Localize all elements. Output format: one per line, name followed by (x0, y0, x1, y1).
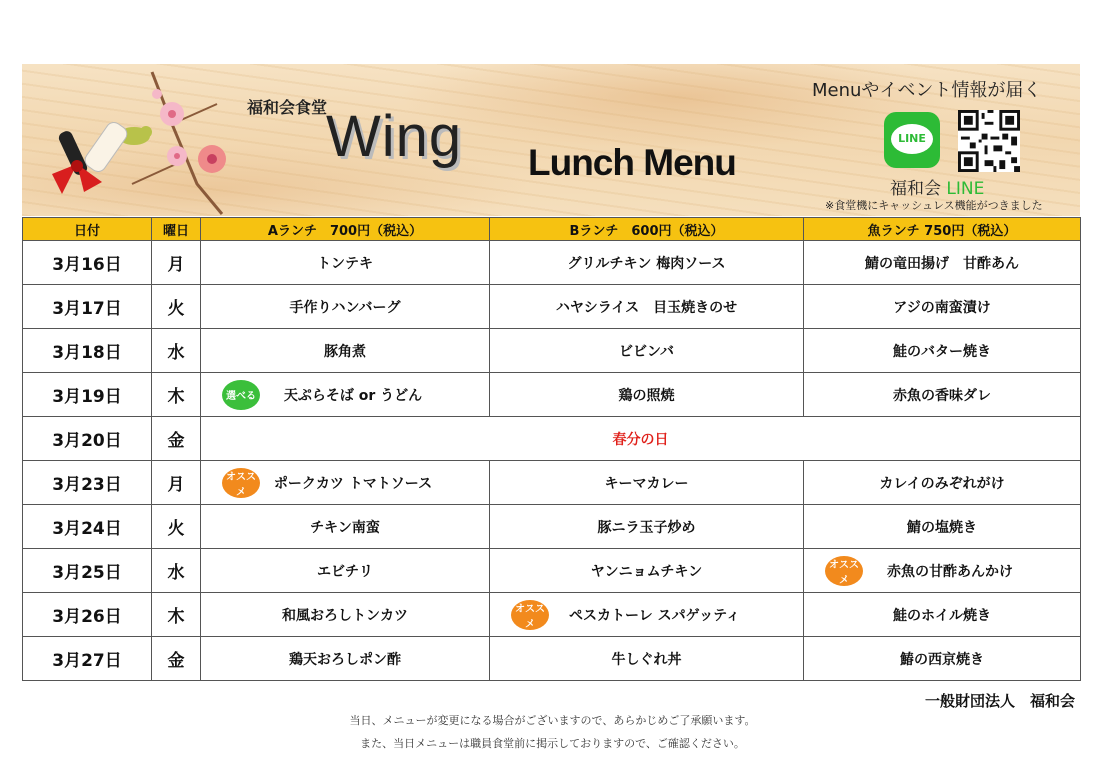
fish-lunch-cell: カレイのみぞれがけ (804, 461, 1081, 505)
fish-lunch-cell: 鮭のホイル焼き (804, 593, 1081, 637)
day-cell: 月 (152, 241, 201, 285)
table-row (23, 549, 1081, 593)
day-cell: 月 (152, 461, 201, 505)
date-cell: 3月23日 (23, 461, 152, 505)
line-app-icon[interactable] (884, 112, 940, 168)
qr-code-icon[interactable] (958, 110, 1020, 172)
header-date: 日付 (23, 218, 152, 241)
day-cell: 木 (152, 593, 201, 637)
table-row (23, 505, 1081, 549)
a-lunch-cell: チキン南蛮 (201, 505, 490, 549)
fish-lunch-cell: 鯖の塩焼き (804, 505, 1081, 549)
b-lunch-cell (490, 593, 804, 637)
day-cell: 火 (152, 505, 201, 549)
date-cell: 3月27日 (23, 637, 152, 681)
cashless-note: ※食堂機にキャッシュレス機能がつきました (825, 199, 1043, 212)
table-row (23, 285, 1081, 329)
b-lunch-cell: ビビンバ (490, 329, 804, 373)
choose-badge-icon: 選べる (222, 380, 260, 410)
day-cell: 水 (152, 329, 201, 373)
header-banner (22, 64, 1080, 216)
a-lunch-text: ポークカツ トマトソース (273, 475, 433, 492)
table-row (23, 329, 1081, 373)
a-lunch-cell: 鶏天おろしポン酢 (201, 637, 490, 681)
a-lunch-cell: トンテキ (201, 241, 490, 285)
date-cell: 3月17日 (23, 285, 152, 329)
table-row (23, 593, 1081, 637)
a-lunch-cell (201, 373, 490, 417)
fish-lunch-text: 赤魚の甘酢あんかけ (887, 563, 1013, 580)
b-lunch-cell: グリルチキン 梅肉ソース (490, 241, 804, 285)
table-row (23, 417, 1081, 461)
brand-title: Wing (326, 104, 463, 169)
diploma-scroll-icon (52, 119, 130, 194)
page-title: Lunch Menu (528, 142, 736, 183)
b-lunch-cell: ハヤシライス 目玉焼きのせ (490, 285, 804, 329)
table-row (23, 373, 1081, 417)
cafeteria-name: 福和会食堂 (247, 98, 328, 117)
footer-note-change: 当日、メニューが変更になる場合がございますので、あらかじめご了承願います。 (349, 714, 756, 727)
day-cell: 木 (152, 373, 201, 417)
date-cell: 3月18日 (23, 329, 152, 373)
plum-blossom-illustration (22, 64, 252, 216)
fish-lunch-cell: 鮭のバター焼き (804, 329, 1081, 373)
day-cell: 金 (152, 417, 201, 461)
holiday-cell: 春分の日 (201, 417, 1081, 461)
b-lunch-cell: 鶏の照焼 (490, 373, 804, 417)
line-account-label (890, 174, 984, 199)
line-app-icon-label: LINE (891, 124, 933, 154)
b-lunch-cell: キーマカレー (490, 461, 804, 505)
table-row (23, 241, 1081, 285)
a-lunch-cell: 手作りハンバーグ (201, 285, 490, 329)
date-cell: 3月19日 (23, 373, 152, 417)
fish-lunch-cell: 赤魚の香味ダレ (804, 373, 1081, 417)
a-lunch-cell (201, 461, 490, 505)
date-cell: 3月25日 (23, 549, 152, 593)
day-cell: 火 (152, 285, 201, 329)
recommend-badge-icon: オススメ (511, 600, 549, 630)
footer-note-posted: また、当日メニューは職員食堂前に掲示しておりますので、ご確認ください。 (360, 737, 745, 750)
day-cell: 水 (152, 549, 201, 593)
date-cell: 3月20日 (23, 417, 152, 461)
b-lunch-cell: ヤンニョムチキン (490, 549, 804, 593)
table-row (23, 461, 1081, 505)
a-lunch-text: 天ぷらそば or うどん (283, 387, 423, 404)
line-account-word: LINE (946, 179, 985, 199)
table-header-row (23, 218, 1081, 241)
date-cell: 3月26日 (23, 593, 152, 637)
fish-lunch-cell: 鰆の西京焼き (804, 637, 1081, 681)
b-lunch-cell: 豚ニラ玉子炒め (490, 505, 804, 549)
recommend-badge-icon: オススメ (222, 468, 260, 498)
table-row (23, 637, 1081, 681)
b-lunch-text: ペスカトーレ スパゲッティ (569, 607, 740, 624)
a-lunch-cell: エビチリ (201, 549, 490, 593)
b-lunch-cell: 牛しぐれ丼 (490, 637, 804, 681)
a-lunch-cell: 豚角煮 (201, 329, 490, 373)
fish-lunch-cell (804, 549, 1081, 593)
day-cell: 金 (152, 637, 201, 681)
organization-name: 一般財団法人 福和会 (924, 692, 1075, 710)
line-promo-text: Menuやイベント情報が届く (812, 80, 1042, 101)
line-account-org: 福和会 (890, 179, 941, 199)
date-cell: 3月24日 (23, 505, 152, 549)
header-a-lunch: Aランチ 700円（税込） (201, 218, 490, 241)
fish-lunch-cell: アジの南蛮漬け (804, 285, 1081, 329)
header-b-lunch: Bランチ 600円（税込） (490, 218, 804, 241)
recommend-badge-icon: オススメ (825, 556, 863, 586)
header-day: 曜日 (152, 218, 201, 241)
menu-table (22, 217, 1081, 681)
date-cell: 3月16日 (23, 241, 152, 285)
fish-lunch-cell: 鯖の竜田揚げ 甘酢あん (804, 241, 1081, 285)
header-fish-lunch: 魚ランチ 750円（税込） (804, 218, 1081, 241)
a-lunch-cell: 和風おろしトンカツ (201, 593, 490, 637)
